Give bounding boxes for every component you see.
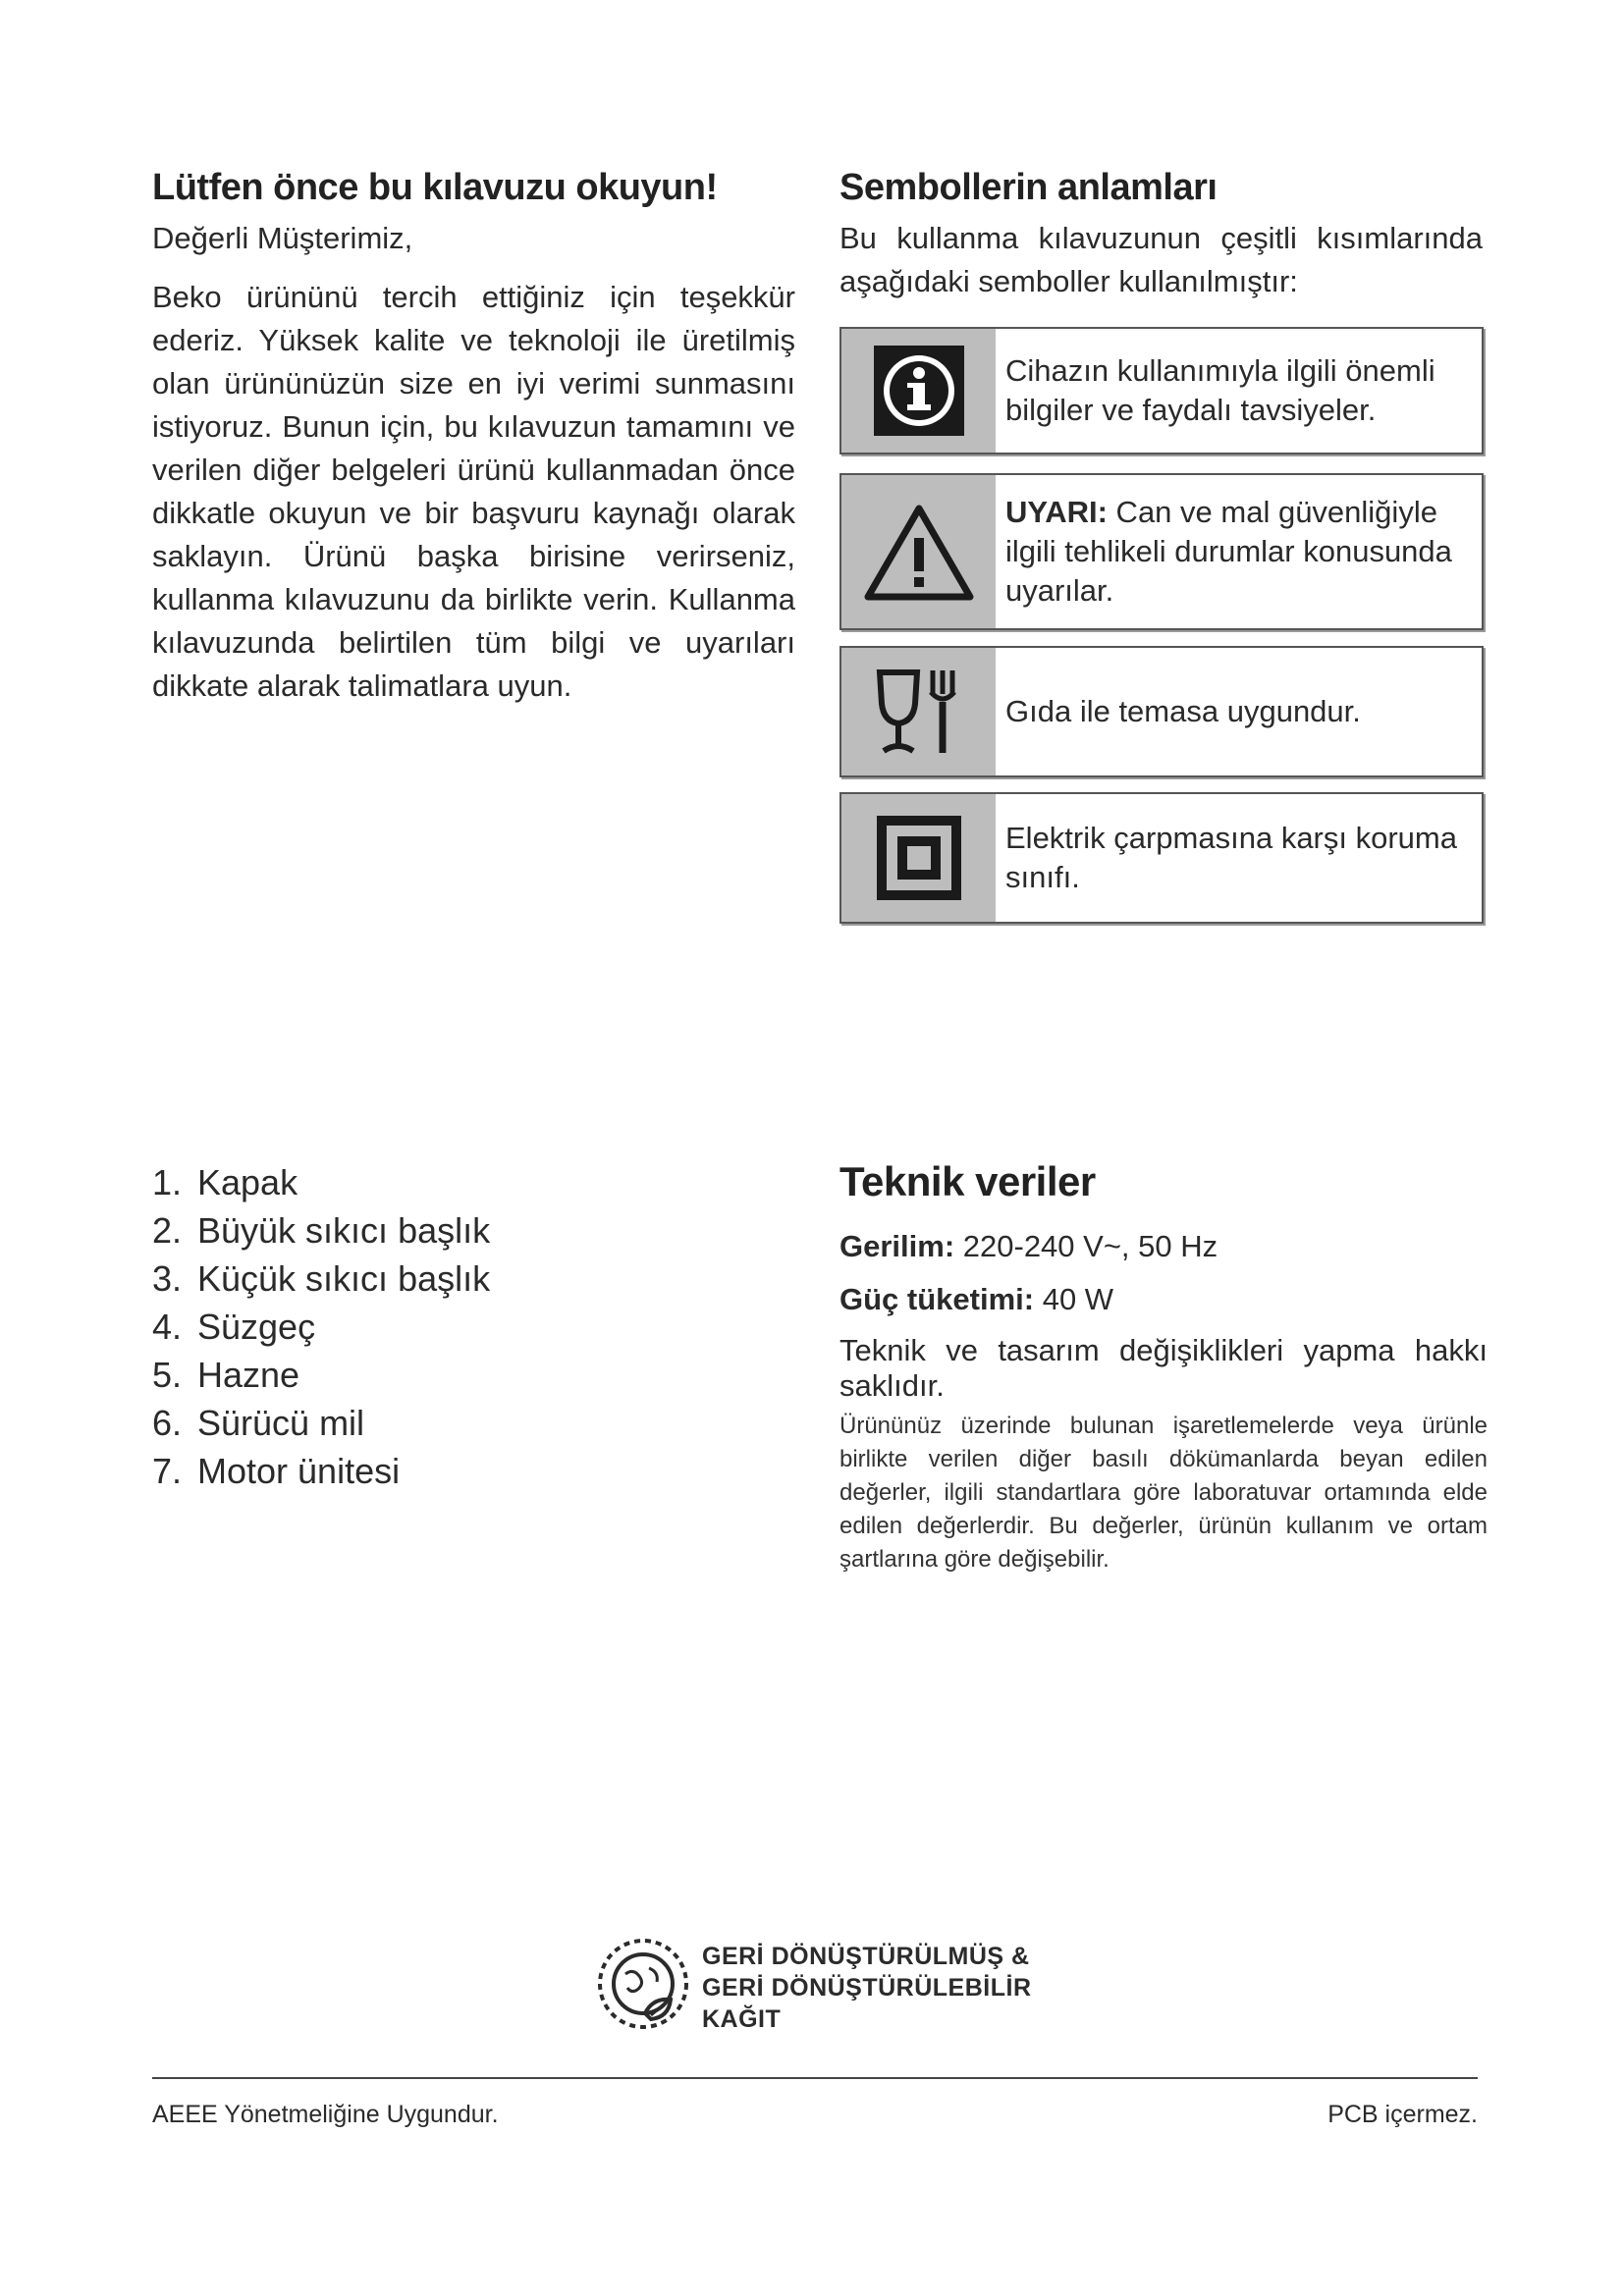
info-icon <box>841 329 996 453</box>
recycle-globe-icon <box>594 1929 692 2037</box>
list-item: 3. Küçük sıkıcı başlık <box>152 1258 491 1299</box>
intro-heading: Lütfen önce bu kılavuzu okuyun! <box>152 167 718 208</box>
recycle-line-2: GERİ DÖNÜŞTÜRÜLEBİLİR <box>702 1974 1032 2002</box>
power-value: 40 W <box>1034 1282 1114 1316</box>
food-contact-icon <box>841 648 996 775</box>
symbol-row-insulation <box>839 792 1484 924</box>
rights-text: Teknik ve tasarım değişiklikleri yapma hakkı saklıdır. <box>839 1333 1488 1403</box>
tech-section <box>839 1158 1488 1576</box>
intro-body: Beko ürününü tercih ettiğiniz için teşekkür ederiz. Yüksek kalite ve teknoloji ile üretilmiş olan ürününüzün size en iyi verimi sunmasını istiyoruz. Bunun için, bu kılavuzun tamamını ve verilen diğer belgeleri ürünü kullanmadan önce dikkatle okuyun ve bir başvuru kaynağı olarak saklayın. Ürünü başka birisine verirseniz, kullanma kılavuzunu da birlikte verin. Kullanma kılavuzunda belirtilen tüm bilgi ve uyarıları dikkate alarak talimatlara uyun. <box>152 280 795 703</box>
tech-heading: Teknik veriler <box>839 1158 1096 1204</box>
recycled-paper-badge <box>594 1929 1046 2042</box>
double-insulation-icon <box>841 794 996 922</box>
list-item: 1. Kapak <box>152 1162 298 1202</box>
footer-pcb: PCB içermez. <box>1327 2101 1478 2128</box>
warning-label: UYARI: <box>1005 495 1108 529</box>
warning-icon <box>841 475 996 628</box>
power-line <box>839 1280 1488 1319</box>
power-label: Güç tüketimi: <box>839 1282 1035 1316</box>
recycle-line-1: GERİ DÖNÜŞTÜRÜLMÜŞ & <box>702 1943 1030 1970</box>
salutation: Değerli Müşterimiz, <box>152 221 413 255</box>
footer-compliance: AEEE Yönetmeliğine Uygundur. <box>152 2101 499 2128</box>
parts-list <box>152 1158 490 1495</box>
voltage-label: Gerilim: <box>839 1229 955 1263</box>
symbols-intro: Bu kullanma kılavuzunun çeşitli kısımlarında aşağıdaki semboller kullanılmıştır: <box>839 221 1483 298</box>
list-item: 4. Süzgeç <box>152 1307 316 1347</box>
symbol-text-info: Cihazın kullanımıyla ilgili önemli bilgiler ve faydalı tavsiyeler. <box>1005 353 1435 427</box>
list-item: 7. Motor ünitesi <box>152 1451 401 1491</box>
voltage-value: 220-240 V~, 50 Hz <box>954 1229 1218 1263</box>
values-note: Ürününüz üzerinde bulunan işaretlemelerde veya ürünle birlikte verilen diğer basılı dökümanlarda beyan edilen değerler, ilgili standartlara göre laboratuvar ortamında elde edilen değerlerdir. Bu değerler, ürünün kullanım ve ortam şartlarına göre değişebilir. <box>839 1413 1488 1573</box>
list-item: 2. Büyük sıkıcı başlık <box>152 1210 491 1251</box>
footer-divider <box>152 2077 1478 2079</box>
symbol-row-food <box>839 646 1484 777</box>
recycle-line-3: KAĞIT <box>702 2005 782 2033</box>
voltage-line <box>839 1227 1488 1266</box>
symbols-section <box>839 167 1483 303</box>
intro-section <box>152 167 795 708</box>
symbol-text-warning: Can ve mal güvenliğiyle ilgili tehlikeli durumlar konusunda uyarılar. <box>1005 495 1452 608</box>
symbol-row-warning <box>839 473 1484 630</box>
symbol-row-info <box>839 327 1484 454</box>
list-item: 6. Sürücü mil <box>152 1403 365 1443</box>
symbol-text-food: Gıda ile temasa uygundur. <box>1005 694 1361 728</box>
symbols-heading: Sembollerin anlamları <box>839 167 1218 208</box>
symbol-text-insulation: Elektrik çarpmasına karşı koruma sınıfı. <box>1005 821 1457 894</box>
list-item: 5. Hazne <box>152 1355 300 1395</box>
